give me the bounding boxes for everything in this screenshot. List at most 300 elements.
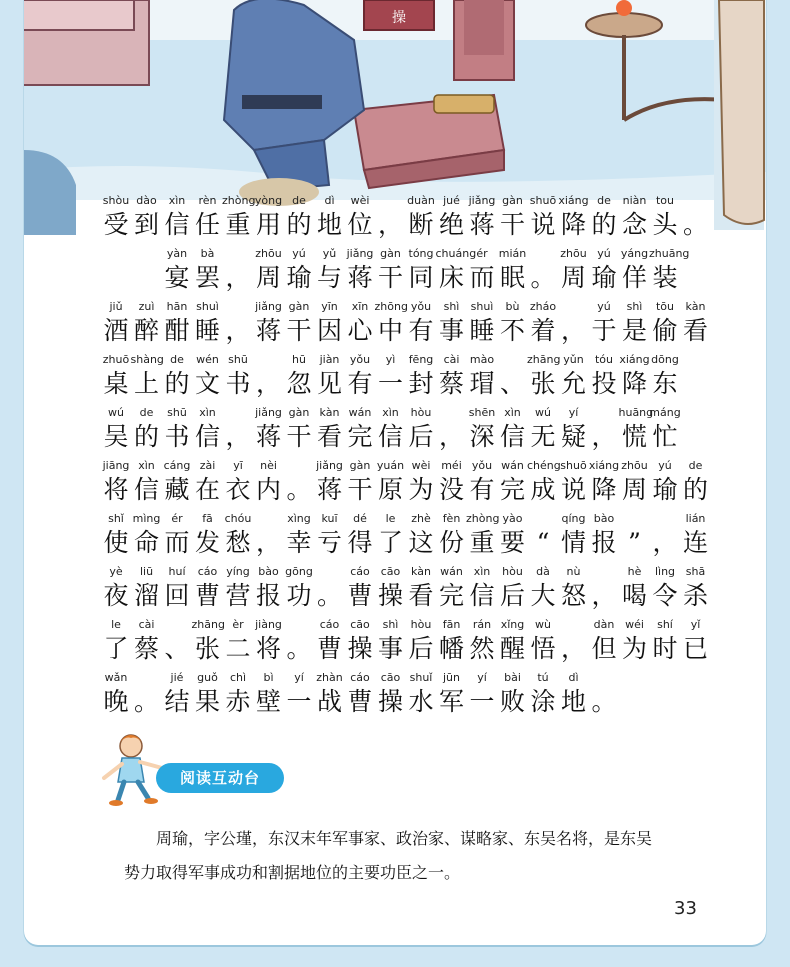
hanzi: 有 [408,316,434,345]
hanzi: 。 [530,263,556,292]
character-cell [588,563,620,611]
pinyin: xìn [473,565,491,578]
hanzi: 信 [377,422,403,451]
character-cell [405,404,437,452]
hanzi: 营 [225,581,251,610]
hanzi: 的 [591,210,617,239]
hanzi: 令 [652,581,678,610]
pinyin: yú [292,247,306,260]
character-cell [405,510,437,558]
hanzi: 事 [377,634,403,663]
pinyin: wéi [625,618,644,631]
pinyin: wén [196,353,219,366]
hanzi: 没 [438,475,464,504]
character-cell [466,351,498,399]
pinyin: dào [136,194,157,207]
hanzi: 酣 [164,316,190,345]
hanzi: 愁 [225,528,251,557]
character-cell [466,245,498,293]
hanzi: 信 [499,422,525,451]
character-cell [222,245,254,293]
character-cell [588,457,620,505]
hanzi: 。 [316,581,342,610]
hanzi: 后 [408,634,434,663]
pinyin [619,510,651,528]
hanzi: 张 [194,634,220,663]
pinyin: hè [627,565,642,578]
character-cell [558,351,590,399]
character-cell [100,192,132,240]
hanzi: 见 [316,369,342,398]
character-cell [283,563,315,611]
pinyin: dōng [651,353,679,366]
pinyin: cáo [319,618,340,631]
hanzi: 一 [286,687,312,716]
pinyin: wèi [350,194,370,207]
pinyin: shì [382,618,399,631]
hanzi: 、 [499,369,525,398]
hanzi: 酒 [103,316,129,345]
hanzi: 。 [286,475,312,504]
pinyin: xìn [504,406,521,419]
pinyin: zuì [138,300,155,313]
character-cell [161,457,193,505]
hanzi [131,263,163,293]
character-cell [466,192,498,240]
pinyin: liū [139,565,154,578]
pinyin: wèi [411,459,431,472]
character-cell [527,510,559,558]
hanzi: 书 [164,422,190,451]
character-cell [161,351,193,399]
character-cell [161,404,193,452]
story-text [100,192,720,722]
hanzi: 。 [591,687,617,716]
hanzi: 周 [255,263,281,292]
pinyin: nù [566,565,581,578]
character-cell [100,510,132,558]
hanzi: 信 [133,475,159,504]
text-line [100,510,720,563]
hanzi: 曹 [316,634,342,663]
pinyin: jiǎng [316,459,343,472]
pinyin: cāo [350,618,370,631]
pinyin: yǔn [563,353,584,366]
pinyin: xìng [287,512,311,525]
pinyin: shū [228,353,248,366]
pinyin: tóng [408,247,434,260]
character-cell [619,616,651,664]
hanzi: 重 [469,528,495,557]
hanzi: 涂 [530,687,556,716]
hanzi: 溜 [133,581,159,610]
pinyin: xìn [138,459,155,472]
pinyin [680,192,712,210]
hanzi: 瑜 [286,263,312,292]
hanzi: ， [377,210,403,239]
pinyin: tú [537,671,549,684]
pinyin: shì [626,300,643,313]
hanzi: 地 [316,210,342,239]
hanzi: 曹 [347,687,373,716]
pinyin: shí [657,618,673,631]
character-cell [527,616,559,664]
pinyin: dì [324,194,335,207]
character-cell [192,192,224,240]
character-cell [314,669,346,717]
hanzi: ， [438,422,464,451]
character-cell [314,616,346,664]
hanzi: ， [255,369,281,398]
character-cell [344,669,376,717]
pinyin: jūn [443,671,460,684]
hanzi: 成 [530,475,556,504]
pinyin: bà [200,247,215,260]
pinyin: shuì [470,300,494,313]
character-cell [436,404,468,452]
pinyin: jiǔ [109,300,123,313]
hanzi: 曹 [194,581,220,610]
pinyin: ér [476,247,488,260]
pinyin: zhuō [102,353,130,366]
pinyin: jiǎng [346,247,374,260]
hanzi: 。 [133,687,159,716]
character-cell [253,192,285,240]
pinyin: cāo [380,671,401,684]
hanzi: 喝 [621,581,647,610]
pinyin: cài [443,353,460,366]
hanzi: 。 [682,210,708,239]
hanzi: 曹 [347,581,373,610]
character-cell [100,298,132,346]
pinyin [253,351,285,369]
scroll-text: 操 [392,10,406,26]
hanzi: 桌 [103,369,129,398]
hanzi: 有 [347,369,373,398]
character-cell [649,457,681,505]
character-cell [497,192,529,240]
text-line [100,192,720,245]
hanzi: 败 [499,687,525,716]
hanzi: 装 [652,263,678,292]
hanzi: 降 [591,475,617,504]
hanzi: 断 [408,210,434,239]
character-cell [527,457,559,505]
hanzi: ， [560,316,586,345]
character-cell [375,245,407,293]
pinyin [222,245,254,263]
hanzi: 床 [438,263,464,292]
pinyin: le [111,618,121,631]
text-line [100,669,720,722]
pinyin: yè [109,565,123,578]
character-cell [283,457,315,505]
hanzi: 醒 [499,634,525,663]
pinyin: wú [535,406,551,419]
character-cell [497,510,529,558]
pinyin: chóu [224,512,252,525]
pinyin: shēn [468,406,496,419]
hanzi: 幸 [286,528,312,557]
hanzi: 有 [469,475,495,504]
character-cell [649,351,681,399]
character-cell [192,404,224,452]
hanzi: 佯 [621,263,647,292]
pinyin: hòu [410,618,432,631]
character-cell [405,298,437,346]
character-cell [283,404,315,452]
character-cell [375,616,407,664]
pinyin: wù [535,618,551,631]
pinyin: jié [170,671,184,684]
character-cell [466,457,498,505]
character-cell [619,192,651,240]
pinyin: gàn [288,300,310,313]
hanzi: 瑜 [591,263,617,292]
text-line [100,298,720,351]
hanzi: 但 [591,634,617,663]
hanzi: 与 [316,263,342,292]
character-cell [435,245,477,293]
pinyin: kuī [321,512,338,525]
pinyin: bài [504,671,521,684]
pinyin [649,510,681,528]
pinyin: shǐ [108,512,124,525]
pinyin: gàn [288,406,310,419]
pinyin [161,616,193,634]
character-cell [131,669,163,717]
character-cell [649,245,690,293]
hanzi: 深 [469,422,495,451]
hanzi: 一 [469,687,495,716]
character-cell [100,245,132,293]
hanzi: 时 [652,634,678,663]
pinyin [558,298,590,316]
character-cell [253,404,285,452]
pinyin: le [385,512,396,525]
hanzi: “ [536,528,550,557]
hanzi: 蔡 [133,634,159,663]
hanzi: 果 [194,687,220,716]
hanzi: 看 [408,581,434,610]
hanzi: 蒋 [347,263,373,292]
character-cell [558,669,590,717]
hanzi: 。 [286,634,312,663]
hanzi: 操 [347,634,373,663]
hanzi: 要 [499,528,525,557]
hanzi: 干 [377,263,403,292]
character-cell [466,510,498,558]
hanzi: 头 [652,210,678,239]
hanzi: 心 [347,316,373,345]
pinyin: zhōu [560,247,587,260]
hanzi: 无 [530,422,556,451]
pinyin [588,563,620,581]
hanzi: 亏 [316,528,342,557]
pinyin: shuì [196,300,219,313]
pinyin: shàng [130,353,164,366]
pinyin: hòu [502,565,523,578]
hanzi: 干 [286,316,312,345]
character-cell [527,404,559,452]
hanzi: 为 [408,475,434,504]
character-cell [283,298,315,346]
character-cell [161,245,193,293]
hanzi: 干 [286,422,312,451]
hanzi: 大 [530,581,556,610]
hanzi: 信 [469,581,495,610]
character-cell [619,563,651,611]
pinyin [527,245,559,263]
character-cell [161,298,193,346]
pinyin [222,404,254,422]
character-cell [222,457,254,505]
character-cell [283,616,315,664]
hanzi: 中 [377,316,403,345]
character-cell [283,351,315,399]
hanzi: 的 [133,422,159,451]
pinyin: huāng [618,406,654,419]
character-cell [375,457,407,505]
pinyin: fā [202,512,213,525]
character-cell [466,298,498,346]
text-line [100,245,720,298]
pinyin [131,245,163,263]
character-cell [680,192,712,240]
hanzi: 内 [255,475,281,504]
pinyin [131,669,163,687]
character-cell [344,245,376,293]
pinyin: bù [505,300,520,313]
pinyin: wǎn [104,671,128,684]
hanzi: 书 [225,369,251,398]
character-cell [222,510,254,558]
hanzi: 说 [560,475,586,504]
pinyin: yīn [321,300,338,313]
character-cell [314,192,346,240]
hanzi: 、 [164,634,190,663]
character-cell [527,298,559,346]
character-cell [588,616,620,664]
character-cell [100,563,132,611]
hanzi: 为 [621,634,647,663]
hanzi: 封 [408,369,434,398]
hanzi: 蔡 [438,369,464,398]
hanzi: 份 [438,528,464,557]
character-cell [497,351,529,399]
pinyin: cáng [163,459,191,472]
pinyin: yì [385,353,396,366]
character-cell [619,510,651,558]
character-cell [161,192,193,240]
hanzi: 而 [164,528,190,557]
pinyin: yǒu [349,353,371,366]
pinyin: gàn [502,194,523,207]
pinyin: yáng [620,247,649,260]
hanzi: 原 [377,475,403,504]
pinyin [283,457,315,475]
character-cell [222,563,254,611]
character-cell [344,616,376,664]
character-cell [344,563,376,611]
character-cell [344,298,376,346]
pinyin: shā [685,565,706,578]
character-cell [192,563,224,611]
pinyin: yǔ [322,247,337,260]
pinyin: zài [199,459,216,472]
hanzi: 因 [316,316,342,345]
character-cell [131,510,163,558]
pinyin: fēng [408,353,434,366]
character-cell [405,245,437,293]
pinyin: xiáng [619,353,650,366]
pinyin: gōng [285,565,313,578]
pinyin: xìn [168,194,186,207]
hanzi: 完 [499,475,525,504]
character-cell [436,192,468,240]
pinyin: xīn [351,300,369,313]
hanzi: 瑜 [652,475,678,504]
character-cell [649,404,681,452]
character-cell [588,669,620,717]
text-line [100,563,720,616]
pinyin: wú [108,406,124,419]
hanzi: 张 [530,369,556,398]
pinyin: tóu [594,353,613,366]
pinyin: yíng [226,565,250,578]
hanzi: ， [225,263,251,292]
pinyin: chì [229,671,247,684]
pinyin: dì [568,671,579,684]
hanzi: 悟 [530,634,556,663]
hanzi: 操 [377,687,403,716]
hanzi: 地 [560,687,586,716]
pinyin: de [688,459,703,472]
character-cell [466,669,498,717]
hanzi: 干 [347,475,373,504]
hanzi: 睡 [469,316,495,345]
pinyin: yí [294,671,304,684]
character-cell [619,457,651,505]
pinyin: chuáng [435,247,477,260]
character-cell [527,669,559,717]
character-cell [497,298,529,346]
character-cell [161,616,193,664]
character-cell [192,457,224,505]
hanzi: 念 [621,210,647,239]
hanzi: 衣 [225,475,251,504]
hanzi: 的 [286,210,312,239]
character-cell [497,563,529,611]
character-cell [558,457,590,505]
character-cell [436,351,468,399]
character-cell [222,669,254,717]
character-cell [680,510,712,558]
character-cell [314,563,346,611]
hanzi: 的 [682,475,708,504]
pinyin: wán [348,406,372,419]
pinyin: fèn [442,512,461,525]
reading-note-line-2: 势力取得军事成功和割据地位的主要功臣之一。 [124,863,461,882]
character-cell [497,245,529,293]
pinyin: jiāng [102,459,130,472]
character-cell [283,510,315,558]
pinyin: bào [593,512,615,525]
hanzi [100,263,132,293]
character-cell [314,351,346,399]
hanzi: 绝 [438,210,464,239]
pinyin: shòu [102,194,130,207]
